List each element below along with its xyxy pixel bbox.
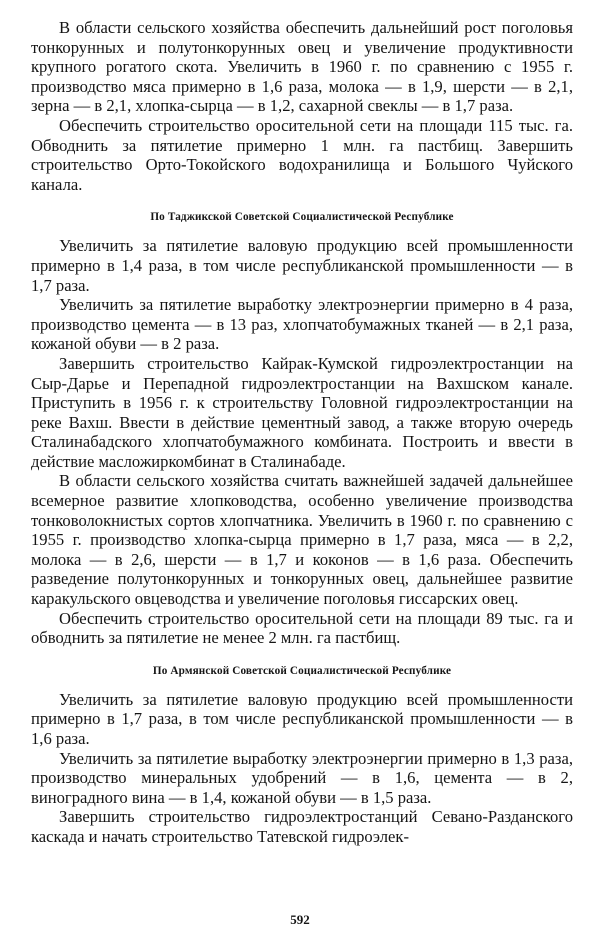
- paragraph: В области сельского хозяйства обеспечить дальнейший рост поголовья тонкорунных и полутонкорунных овец и увеличение продуктивности крупного рогатого скота. Увеличить в 1960 г. по сравнению с 1955 г. производство мяса примерно в 1,6 раза, молока — в 1,9, шерсти — в 2,1, зерна — в 2,1, хлопка-сырца — в 1,2, сахарной свеклы — в 1,7 раза.: [31, 18, 573, 116]
- section-kirgiz-continuation: [31, 18, 573, 194]
- paragraph: Обеспечить строительство оросительной сети на площади 89 тыс. га и обводнить за пятилетие не менее 2 млн. га пастбищ.: [31, 608, 573, 648]
- section-tajik-ssr: [31, 210, 573, 647]
- paragraph: Увеличить за пятилетие валовую продукцию всей промышленности примерно в 1,4 раза, в том числе республиканской промышленности — в 1,7 раза.: [31, 236, 573, 295]
- paragraph: Завершить строительство гидроэлектростанций Севано-Разданского каскада и начать строительство Татевской гидроэлек-: [31, 807, 573, 846]
- paragraph: Завершить строительство Кайрак-Кумской гидроэлектростанции на Сыр-Дарье и Перепадной гидроэлектростанции на Вахшском канале. Приступить в 1956 г. к строительству Головной гидроэлектростанции на реке Вахш. Ввести в действие цементный завод, а также вторую очередь Сталинабадского хлопчатобумажного комбината. Построить и ввести в действие масложиркомбинат в Сталинабаде.: [31, 353, 573, 471]
- page-number: 592: [290, 912, 310, 927]
- section-armenian-ssr: [31, 664, 573, 847]
- section-heading: По Армянской Советской Социалистической Республике: [152, 664, 452, 677]
- paragraph: Увеличить за пятилетие выработку электроэнергии примерно в 4 раза, производство цемента — в 13 раз, хлопчатобумажных тканей — в 2,1 раза, кожаной обуви — в 2 раза.: [31, 295, 573, 354]
- document-page: [31, 18, 573, 847]
- paragraph: Увеличить за пятилетие выработку электроэнергии примерно в 1,3 раза, производство минеральных удобрений — в 1,6, цемента — в 2, виноградного вина — в 1,4, кожаной обуви — в 1,5 раза.: [31, 748, 573, 807]
- paragraph: Увеличить за пятилетие валовую продукцию всей промышленности примерно в 1,7 раза, в том числе республиканской промышленности — в 1,6 раза.: [31, 689, 573, 748]
- section-heading: По Таджикской Советской Социалистической Республике: [150, 211, 454, 224]
- paragraph: В области сельского хозяйства считать важнейшей задачей дальнейшее всемерное развитие хлопководства, особенно увеличение производства тонковолокнистых сортов хлопчатника. Увеличить в 1960 г. по сравнению с 1955 г. производство хлопка-сырца примерно в 1,7 раза, мяса — в 2,2, молока — в 2,6, шерсти — в 1,7 и коконов — в 1,6 раза. Обеспечить разведение полутонкорунных и тонкорунных овец, дальнейшее развитие каракульского овцеводства и увеличение поголовья гиссарских овец.: [31, 471, 573, 609]
- paragraph: Обеспечить строительство оросительной сети на площади 115 тыс. га. Обводнить за пятилетие примерно 1 млн. га пастбищ. Завершить строительство Орто-Токойского водохранилища и Большого Чуйского канала.: [31, 115, 573, 194]
